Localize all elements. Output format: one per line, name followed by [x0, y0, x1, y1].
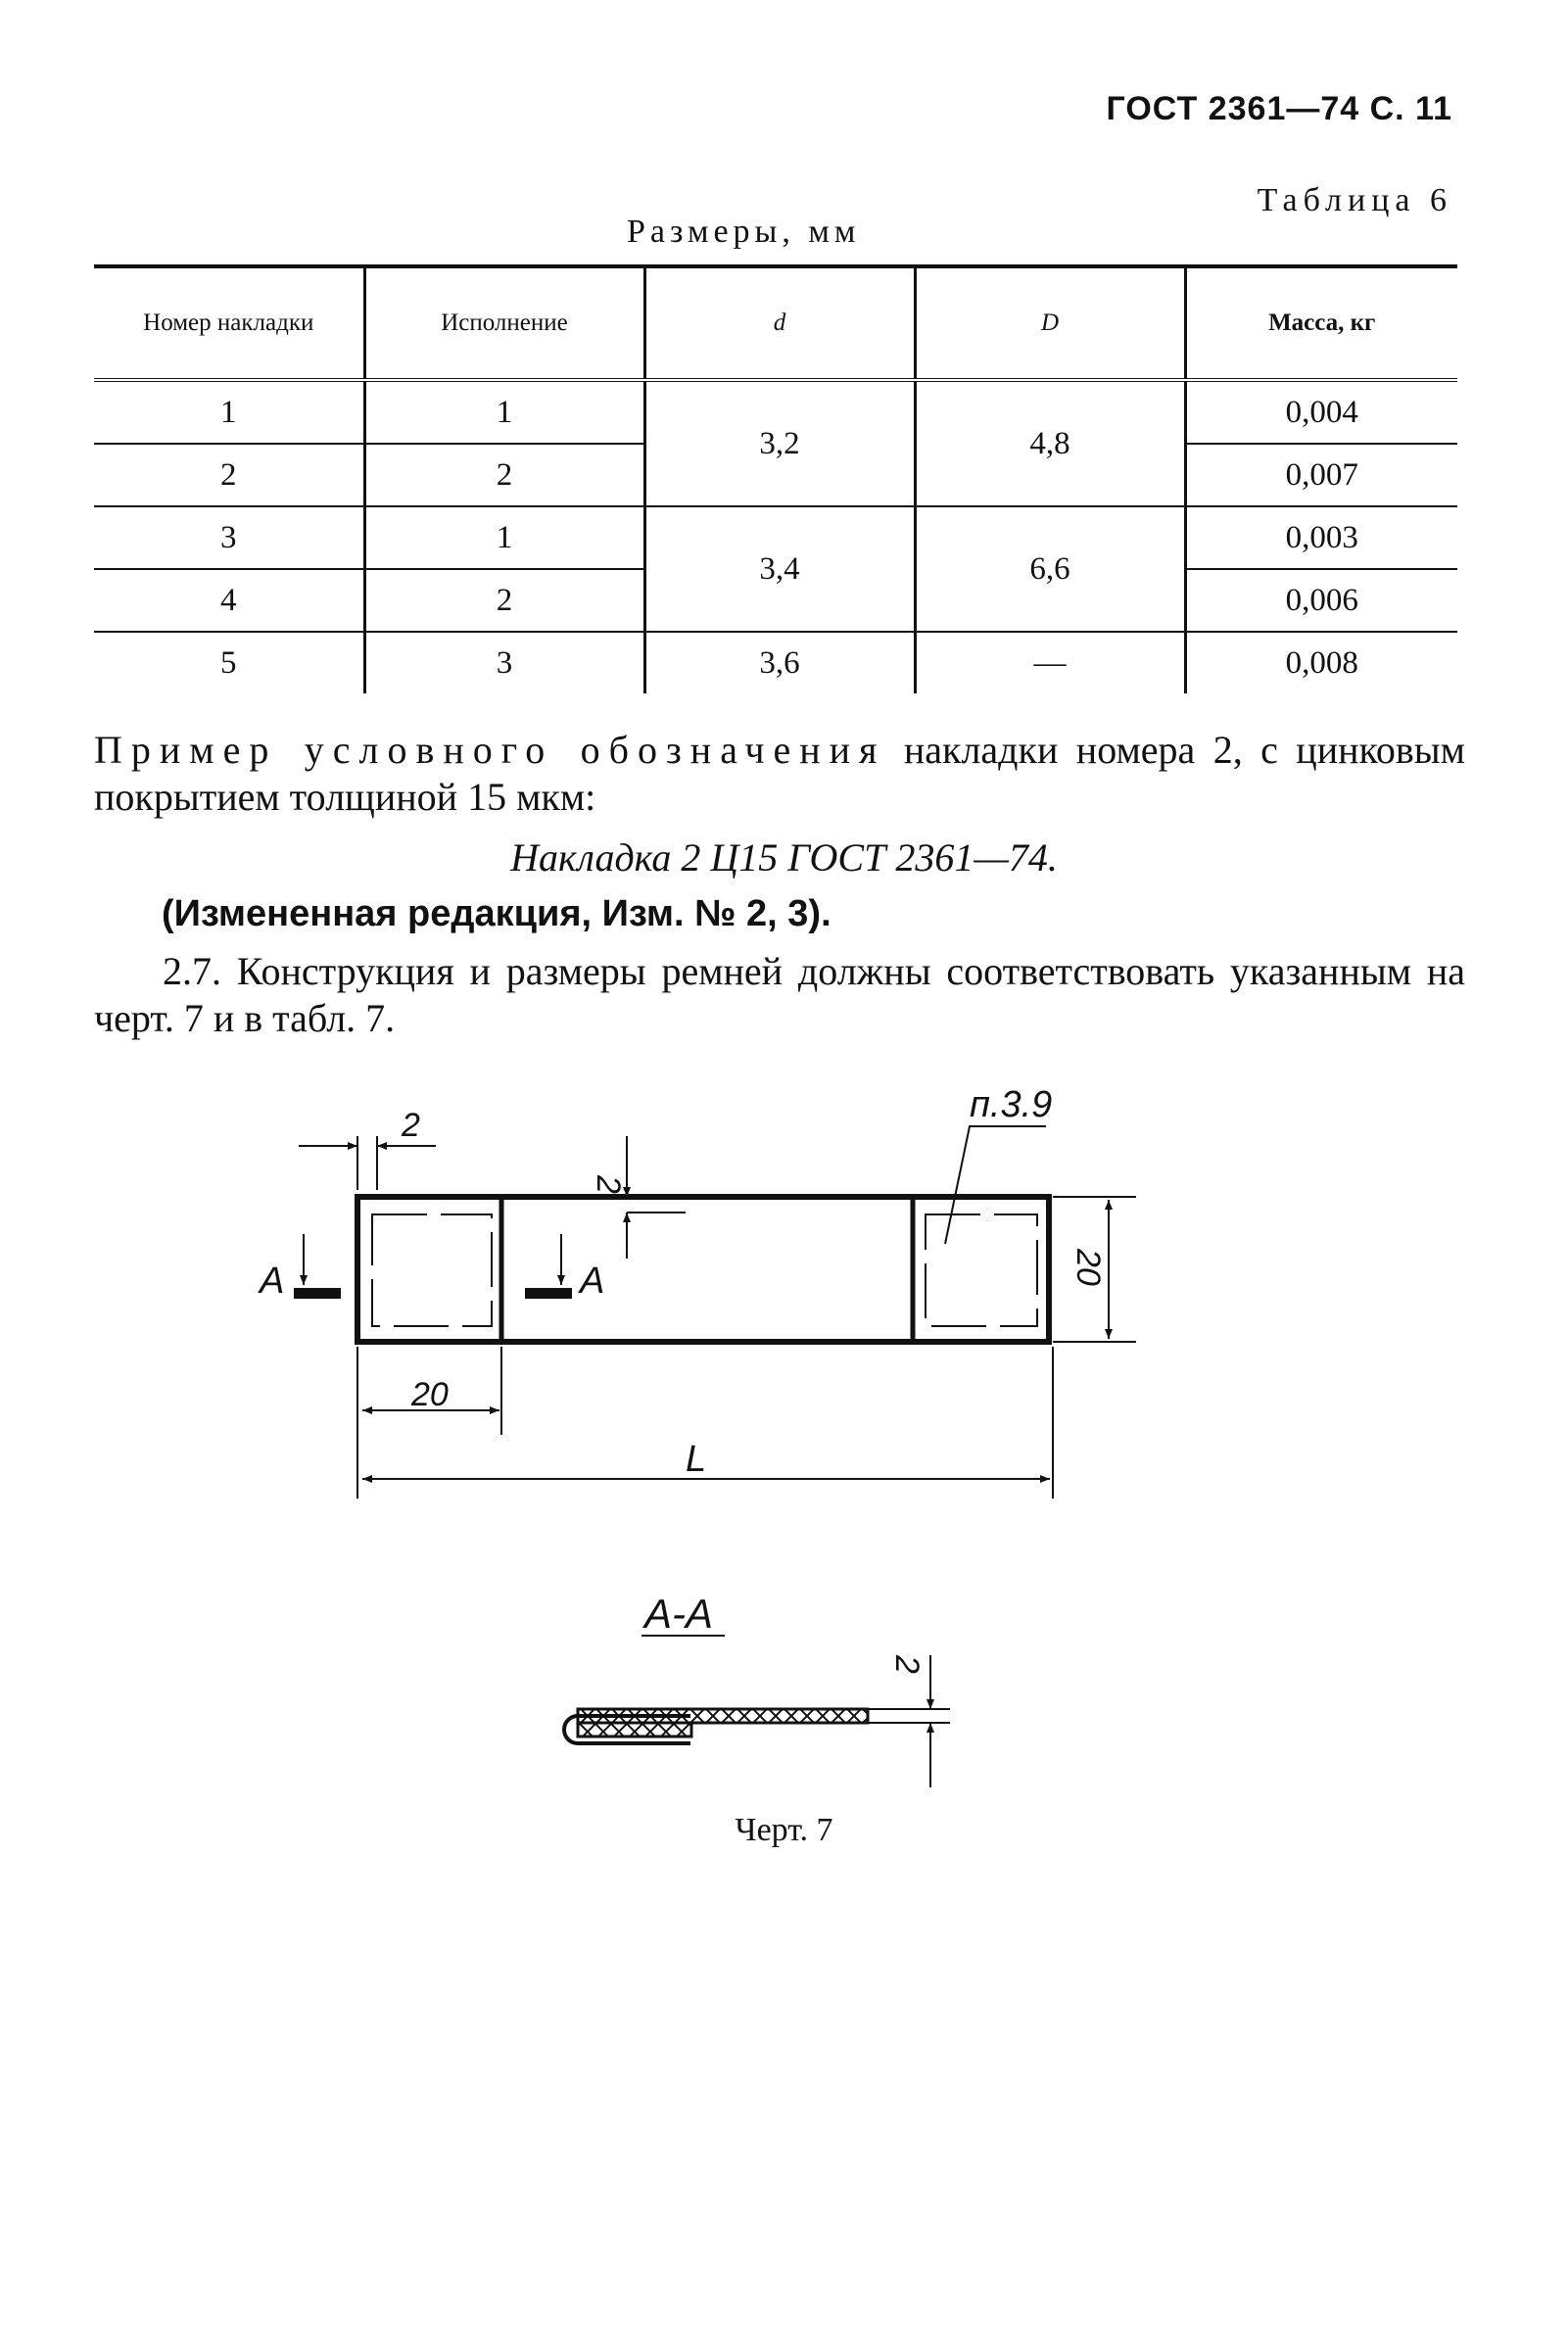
cell-execution: 3	[364, 632, 644, 693]
section-markers	[294, 1234, 572, 1299]
clause-2-7: 2.7. Конструкция и размеры ремней должны соответствовать указанным на черт. 7 и в табл. 7.	[94, 949, 1465, 1040]
section-mark-right: А	[580, 1261, 605, 1302]
dimension-lines	[299, 1126, 1109, 1479]
cell-number: 4	[94, 569, 364, 632]
cell-execution: 2	[364, 569, 644, 632]
dim-label-20-vertical: 20	[1069, 1249, 1107, 1286]
example-lead: Пример условного обозначения	[94, 728, 886, 772]
cell-mass: 0,007	[1185, 444, 1457, 506]
cell-mass: 0,004	[1185, 380, 1457, 444]
cell-number: 1	[94, 380, 364, 444]
units-caption: Размеры, мм	[627, 214, 861, 250]
cell-D: 6,6	[915, 506, 1185, 632]
cell-execution: 2	[364, 444, 644, 506]
col-header-D: D	[915, 266, 1185, 380]
col-header-execution: Исполнение	[364, 266, 644, 380]
cell-mass: 0,008	[1185, 632, 1457, 693]
cell-d: 3,6	[644, 632, 915, 693]
page-header: ГОСТ 2361—74 С. 11	[1106, 90, 1452, 127]
amendment-note: (Измененная редакция, Изм. № 2, 3).	[162, 893, 832, 934]
cell-number: 2	[94, 444, 364, 506]
table-label: Таблица 6	[1257, 182, 1452, 218]
cell-execution: 1	[364, 380, 644, 444]
dim-label-L: L	[686, 1439, 707, 1480]
cell-mass: 0,006	[1185, 569, 1457, 632]
col-header-number: Номер накладки	[94, 266, 364, 380]
cell-mass: 0,003	[1185, 506, 1457, 569]
ref-label: п.3.9	[970, 1084, 1053, 1125]
cell-execution: 1	[364, 506, 644, 569]
cell-D: —	[915, 632, 1185, 693]
dim-label-2-section: 2	[888, 1655, 926, 1674]
section-title: А-А	[644, 1591, 714, 1637]
cell-D: 4,8	[915, 380, 1185, 506]
strap-plan-view	[357, 1136, 1136, 1498]
dim-label-2-vertical: 2	[590, 1175, 627, 1194]
cell-number: 3	[94, 506, 364, 569]
cell-d: 3,4	[644, 506, 915, 632]
cell-number: 5	[220, 644, 237, 681]
designation-example: Накладка 2 Ц15 ГОСТ 2361—74.	[510, 835, 1058, 880]
section-mark-left: А	[260, 1261, 285, 1302]
example-rest: накладки номера 2, с цинковым покрытием толщиной 15 мкм:	[94, 728, 1465, 819]
dim-label-20: 20	[411, 1376, 449, 1413]
cell-d: 3,2	[644, 380, 915, 506]
col-header-mass: Масса, кг	[1185, 266, 1457, 380]
dim-label-2: 2	[402, 1107, 420, 1144]
col-header-d: d	[644, 266, 915, 380]
figure-caption: Черт. 7	[735, 1812, 833, 1848]
